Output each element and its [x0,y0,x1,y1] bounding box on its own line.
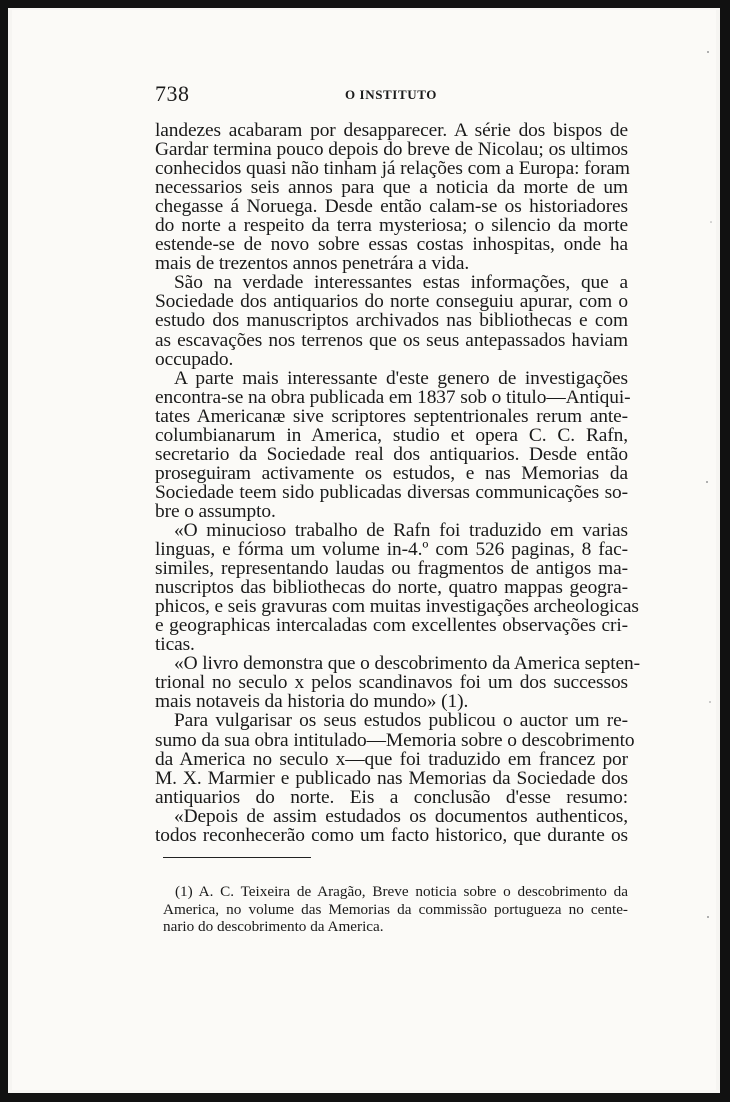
scan-edge-noise [702,12,716,1090]
text-line: ticas. [155,634,195,656]
text-line: «O minucioso trabalho de Rafn foi traduzido em varias [174,519,628,541]
text-line: «O livro demonstra que o descobrimento da America septen- [174,653,640,675]
text-line: Para vulgarisar os seus estudos publicou o auctor um re- [174,710,628,732]
text-line: mais de trezentos annos penetrára a vida. [155,253,470,275]
text-line: similes, representando laudas ou fragmentos de antigos ma- [155,558,628,580]
text-line: Gardar termina pouco depois do breve de Nicolau; os ultimos [155,139,628,161]
text-line: todos reconhecerão como um facto historico, que durante os [155,824,628,846]
text-line: sumo da sua obra intitulado—Memoria sobre o descobrimento [155,729,635,751]
text-line: nuscriptos das bibliothecas do norte, quatro mappas geogra- [155,577,628,599]
text-line: chegasse á Noruega. Desde então calam-se os historiadores [155,196,628,218]
text-line: estende-se de novo sobre essas costas inhospitas, onde ha [155,234,628,256]
body-text [155,120,640,846]
text-line: linguas, e fórma um volume in-4.º com 526 paginas, 8 fac- [155,539,628,561]
text-line: secretario da Sociedade real dos antiquarios. Desde então [155,443,628,465]
text-line: proseguiram activamente os estudos, e nas Memorias da [155,462,628,484]
text-line: necessarios seis annos para que a noticia da morte de um [155,177,628,199]
footnote-line: America, no volume das Memorias da commissão portugueza no cente- [163,900,628,918]
text-line: São na verdade interessantes estas informações, que a [174,272,628,294]
footnote-line: nario do descobrimento da America. [163,918,384,935]
text-line: as escavações nos terrenos que os seus antepassados haviam [155,329,628,351]
footnote-line: (1) A. C. Teixeira de Aragão, Breve noticia sobre o descobrimento da [175,883,628,900]
text-line: bre o assumpto. [155,500,276,522]
text-line: do norte a respeito da terra mysteriosa; o silencio da morte [155,215,628,237]
text-line: e geographicas intercaladas com excellentes observações cri- [155,615,628,637]
text-line: mais notaveis da historia do mundo» (1). [155,691,469,713]
text-line: columbianarum in America, studio et opera C. C. Rafn, [155,424,628,446]
text-line: M. X. Marmier e publicado nas Memorias da Sociedade dos [155,767,628,789]
text-line: «Depois de assim estudados os documentos authenticos, [174,805,628,827]
footnote-rule [163,857,311,858]
text-line: trional no seculo x pelos scandinavos foi um dos successos [155,672,628,694]
text-line: A parte mais interessante d'este genero de investigações [174,367,628,389]
page-number: 738 [155,81,190,106]
text-line: occupado. [155,348,234,370]
text-line: estudo dos manuscriptos archivados nas bibliothecas e com [155,310,628,332]
text-line: conhecidos quasi não tinham já relações com a Europa: foram [155,158,630,180]
text-line: landezes acabaram por desapparecer. A série dos bispos de [155,120,628,141]
text-line: phicos, e seis gravuras com muitas investigações archeologicas [155,596,639,618]
text-line: encontra-se na obra publicada em 1837 sob o titulo—Antiqui- [155,386,631,408]
text-line: tates Americanæ sive scriptores septentrionales rerum ante- [155,405,628,427]
running-head [155,83,625,105]
text-line: Sociedade dos antiquarios do norte conseguiu apurar, com o [155,291,628,313]
journal-title: O INSTITUTO [345,87,437,102]
text-line: da America no seculo x—que foi traduzido em francez por [155,748,628,770]
text-line: antiquarios do norte. Eis a conclusão d'esse resumo: [155,786,628,808]
footnote [163,883,628,936]
text-line: Sociedade teem sido publicadas diversas communicações so- [155,481,628,503]
